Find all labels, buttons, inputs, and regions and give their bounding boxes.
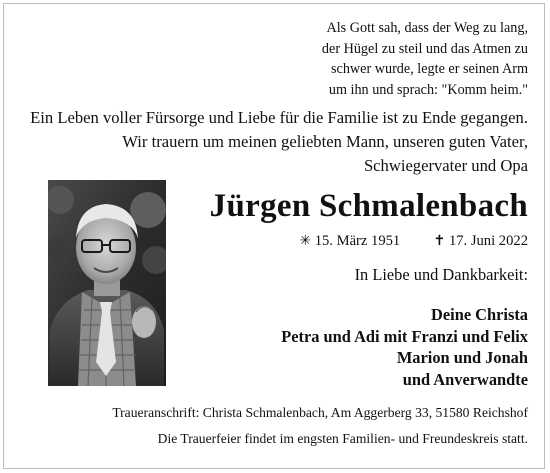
family-signature [281,304,528,390]
intro-text [8,106,528,178]
portrait-photo [48,180,166,386]
death-cross-icon: ✝ [433,233,446,249]
poem-line: schwer wurde, legte er seinen Arm [331,61,528,77]
thanks-line: In Liebe und Dankbarkeit: [354,265,528,284]
family-line: Marion und Jonah [396,348,528,367]
intro-line: Wir trauern um meinen geliebten Mann, unseren guten Vater, [122,132,528,151]
deceased-name: Jürgen Schmalenbach [209,188,528,224]
portrait-photo-image [48,180,166,386]
poem-line: Als Gott sah, dass der Weg zu lang, [326,20,528,36]
birth-star-icon: ✳ [299,233,312,249]
life-dates [299,232,528,250]
birth-date: 15. März 1951 [314,233,401,249]
death-date: 17. Juni 2022 [448,233,528,249]
family-line: Petra und Adi mit Franzi und Felix [281,326,528,346]
poem-line: um ihn und sprach: "Komm heim." [328,81,528,98]
poem [248,18,528,100]
family-line: Deine Christa [431,305,528,324]
family-line: und Anverwandte [402,369,528,389]
intro-line: Ein Leben voller Fürsorge und Liebe für die Familie ist zu Ende gegangen. [30,108,528,127]
ceremony-note: Die Trauerfeier findet im engsten Familien- und Freundeskreis statt. [157,431,528,446]
poem-line: der Hügel zu steil und das Atmen zu [321,40,528,57]
intro-line: Schwiegervater und Opa [363,156,528,175]
mourning-address: Traueranschrift: Christa Schmalenbach, Am Aggerberg 33, 51580 Reichshof [112,405,528,420]
